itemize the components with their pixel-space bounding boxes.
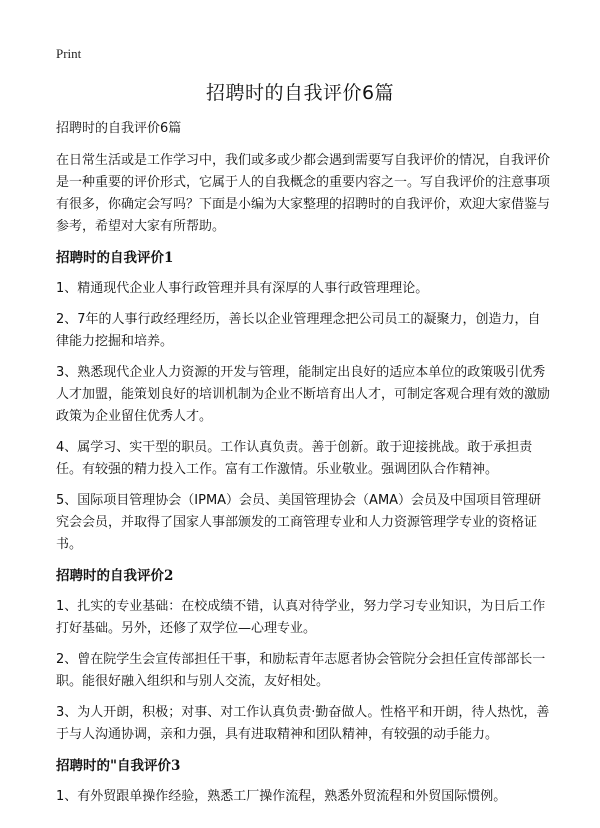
section-heading-3: 招聘时的"自我评价3 bbox=[56, 758, 181, 774]
intro-paragraph: 在日常生活或是工作学习中，我们或多或少都会遇到需要写自我评价的情况，自我评价是一种重要的评价形式，它属于人的自我概念的重要内容之一。写自我评价的注意事项有很多，你确定会写吗？下面是小编为大家整理的招聘时的自我评价，欢迎大家借鉴与参考，希望对大家有所帮助。 bbox=[56, 153, 551, 234]
section-heading-2: 招聘时的自我评价2 bbox=[56, 568, 174, 584]
list-item: 1、有外贸跟单操作经验，熟悉工厂操作流程，熟悉外贸流程和外贸国际惯例。 bbox=[56, 789, 507, 804]
list-item: 2、曾在院学生会宣传部担任干事，和励耘青年志愿者协会管院分会担任宣传部部长一职。能很好融入组织和与别人交流，友好相处。 bbox=[56, 652, 546, 689]
list-item: 1、精通现代企业人事行政管理并具有深厚的人事行政管理理论。 bbox=[56, 281, 429, 296]
list-item: 4、属学习、实干型的职员。工作认真负责。善于创新。敢于迎接挑战。敢于承担责任。有较强的精力投入工作。富有工作激情。乐业敬业。强调团队合作精神。 bbox=[56, 440, 533, 477]
list-item: 2、7年的人事行政经理经历，善长以企业管理理念把公司员工的凝聚力，创造力，自律能力挖掘和培养。 bbox=[56, 312, 541, 349]
article-body bbox=[56, 118, 552, 817]
section-heading-1: 招聘时的自我评价1 bbox=[56, 250, 174, 266]
list-item: 5、国际项目管理协会（IPMA）会员、美国管理协会（AMA）会员及中国项目管理研究会会员，并取得了国家人事部颁发的工商管理专业和人力资源管理学专业的资格证书。 bbox=[56, 493, 542, 552]
list-item: 3、为人开朗，积极；对事、对工作认真负责·勤奋做人。性格平和开朗，待人热忱，善于与人沟通协调，亲和力强，具有进取精神和团队精神，有较强的动手能力。 bbox=[56, 705, 550, 742]
list-item: 1、扎实的专业基础：在校成绩不错，认真对待学业，努力学习专业知识，为日后工作打好基础。另外，还修了双学位—心理专业。 bbox=[56, 599, 546, 636]
list-item: 3、熟悉现代企业人力资源的开发与管理，能制定出良好的适应本单位的政策吸引优秀人才加盟，能策划良好的培训机制为企业不断培育出人才，可制定客观合理有效的激励政策为企业留住优秀人才。 bbox=[56, 365, 551, 424]
article-subtitle: 招聘时的自我评价6篇 bbox=[56, 121, 182, 136]
print-link[interactable]: Print bbox=[56, 46, 82, 61]
page-title: 招聘时的自我评价6篇 bbox=[205, 82, 395, 104]
